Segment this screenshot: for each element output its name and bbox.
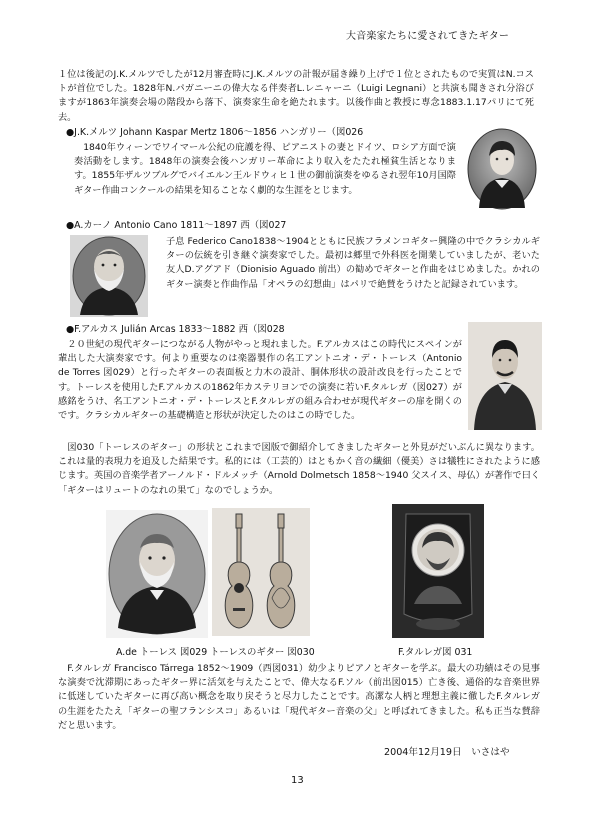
tarrega-text: F.タルレガ Francisco Tárrega 1852～1909（西図031）幼少よりピアノとギターを学ぶ。最大の功績はその見事な演奏で沈滞期にあったギター界に活気を与えたことで、偉大なるF.ソル（前出図015）亡き後、通俗的な音楽世界に低迷していたギターに再び高い概念を取り戻そうと尽力したことです。高潔な人柄と理想主義に徹したF.タルレガの生涯をたたえ「ギターの聖フランシスコ」あるいは「現代ギター音楽の父」と呼ばれてきました。私も正当な賛辞だと思います。 <box>58 663 540 731</box>
torres-caption: A.de トーレス 図029 <box>116 647 208 658</box>
summary-paragraph <box>58 441 540 498</box>
mertz-text: 1840年ウィーンでワイマール公紀の庇護を得、ピアニストの妻とドイツ、ロシア方面で演奏活動をします。1848年の演奏会後ハンガリー革命により収入をたたれ極貧生活となります。1855年ザルツブルグでバイエルン王ルドウィヒ１世の御前演奏をゆるされ翌年10月国際ギター作曲コンクールの結果を知ることなく劇的な生涯をとじます。 <box>74 142 456 196</box>
tarrega-caption: F.タルレガ図 031 <box>398 647 473 658</box>
arcas-paragraph <box>58 338 462 423</box>
tarrega-paragraph <box>58 662 540 733</box>
torres-portrait <box>106 510 208 638</box>
mertz-heading: ●J.K.メルツ Johann Kaspar Mertz 1806～1856 ハンガリー（図026 <box>66 127 364 138</box>
torres-guitar-image <box>212 508 310 636</box>
intro-paragraph: １位は後記のJ.K.メルツでしたが12月審査時にJ.K.メルツの計報が届き繰り上げで１位とされたもので実質はN.コストが首位でした。1828年N.パガニーニの偉大なる伴奏者L.レニャーニ（Luigi Legnani）と共演も聞きされ分浴びますが1863年演奏会場の階段から落下、演奏家生命を絶たれます。以後作曲と教授に専念1883.1.17パリにて死去。 <box>58 69 534 123</box>
arcas-portrait <box>468 322 542 430</box>
cano-paragraph: 子息 Federico Cano1838～1904とともに民族フラメンコギター興隆の中でクラシカルギターの伝統を引き継ぐ演奏家でした。最初は郷里で外科医を開業していましたが、老いた友人D.アグアド（Dionisio Aguado 前出）の勧めでギターと作曲をはじめました。かれのギター演奏と作曲作品「オペラの幻想曲」はパリで絶賛をうけたと記録されています。 <box>166 236 540 290</box>
cano-heading: ●A.カーノ Antonio Cano 1811～1897 西（図027 <box>66 220 287 231</box>
date-signature: 2004年12月19日 いさはや <box>384 747 510 758</box>
running-header: 大音楽家たちに愛されてきたギター <box>346 31 510 42</box>
arcas-heading: ●F.アルカス Julián Arcas 1833～1882 西（図028 <box>66 324 285 335</box>
mertz-paragraph <box>74 141 456 198</box>
mertz-portrait <box>467 128 537 210</box>
cano-portrait <box>70 235 148 317</box>
page-number: 13 <box>291 775 304 786</box>
tarrega-portrait <box>392 504 484 638</box>
guitar-caption: トーレスのギター 図030 <box>210 647 315 658</box>
arcas-text: ２０世紀の現代ギターにつながる人物がやっと現れました。F.アルカスはこの時代にスペインが輩出した大演奏家です。何より重要なのは楽器製作の名工アントニオ・デ・トーレス（Antonio de Torres 図029）と行ったギターの表面板と力木の設計、胴体形状の設計改良を行ったことです。トーレスを使用したF.アルカスの1862年カステリヨンでの演奏に若いF.タルレガ（図027）が感銘をうけ、名工アントニオ・デ・トーレスとF.タルレガの組み合わせが現代ギターの扉を開くのです。クラシカルギターの基礎構造と形状が決定したのはこの時でした。 <box>58 339 462 422</box>
summary-text: 図030「トーレスのギター」の形状とこれまで図版で御紹介してきましたギターと外見がだいぶんに異なります。これは量的表現力を追及した結果です。私的には（工芸的）はともかく音の繊細（優美）さは犠牲にされたように感じます。英国の音楽学者アーノルド・ドルメッチ（Arnold Dolmetsch 1858～1940 父スイス、母仏）が著作で曰く「ギターはリュートのなれの果て」なのでしょうか。 <box>58 442 540 496</box>
